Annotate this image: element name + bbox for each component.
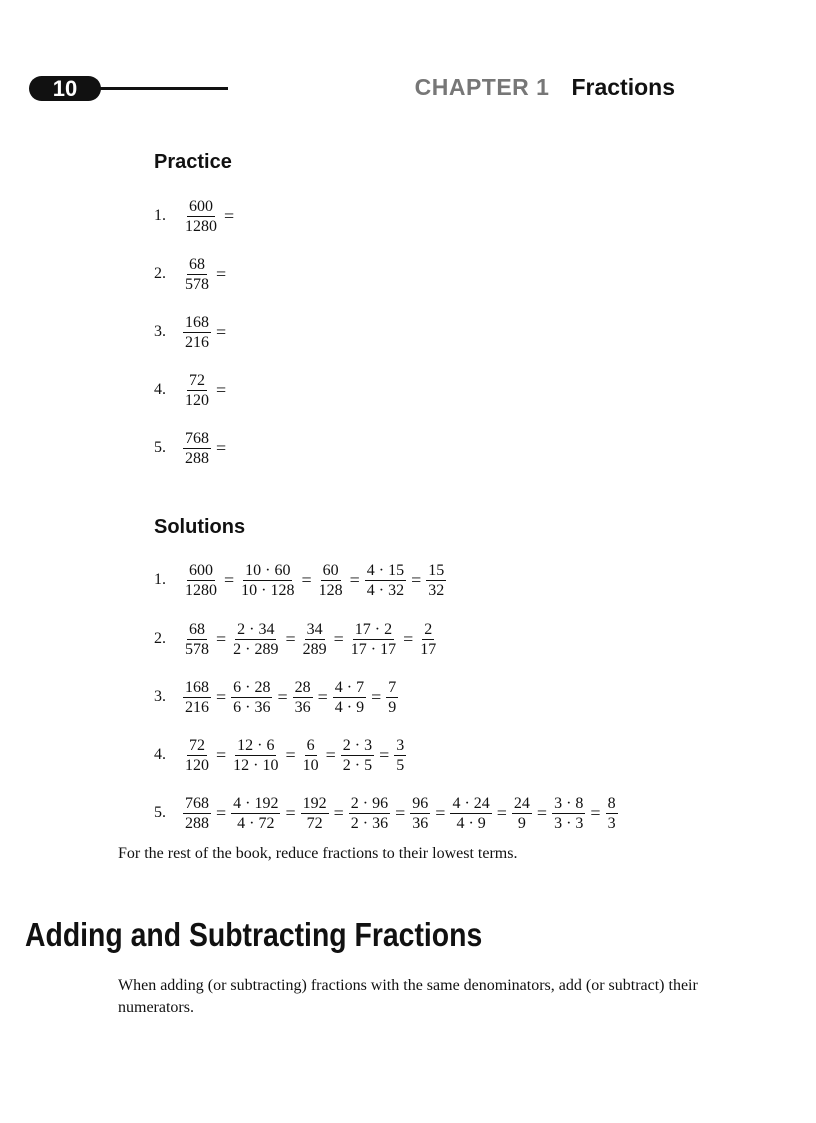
numerator: 768 — [185, 794, 209, 812]
denominator: 32 — [428, 581, 445, 599]
fraction — [317, 561, 345, 600]
equals-sign: = — [379, 744, 390, 765]
fraction — [183, 429, 211, 468]
denominator: 17 — [420, 640, 437, 658]
fraction — [231, 678, 272, 717]
practice-problem — [154, 425, 228, 471]
fraction — [606, 794, 618, 833]
denominator: 12 · 10 — [233, 756, 279, 774]
numerator: 6 · 28 — [233, 678, 271, 696]
practice-problem — [154, 193, 236, 239]
fraction — [418, 620, 438, 659]
numerator: 72 — [189, 371, 205, 389]
equals-sign: = — [403, 628, 414, 649]
solution-row — [154, 674, 401, 720]
numerator: 68 — [189, 255, 205, 273]
denominator: 10 — [302, 756, 319, 774]
fraction — [349, 794, 390, 833]
practice-problem — [154, 309, 228, 355]
numerator: 15 — [428, 561, 445, 579]
fraction — [293, 678, 313, 717]
fraction — [183, 561, 219, 600]
solution-number: 4. — [154, 746, 166, 763]
problem-number: 1. — [154, 207, 166, 224]
problem-number: 4. — [154, 381, 166, 398]
equals-sign: = — [536, 802, 548, 823]
solution-number: 1. — [154, 571, 166, 588]
page-number-badge: 10 — [29, 76, 101, 101]
chapter-label: CHAPTER 1 — [414, 74, 550, 100]
numerator: 600 — [189, 197, 213, 215]
denominator: 9 — [517, 814, 526, 832]
numerator: 10 · 60 — [245, 561, 291, 579]
solution-row — [154, 557, 449, 603]
numerator: 68 — [189, 620, 205, 638]
denominator: 120 — [185, 756, 209, 774]
numerator: 600 — [189, 561, 213, 579]
chapter-heading — [415, 72, 675, 102]
fraction — [512, 794, 532, 833]
equals-sign: = — [301, 569, 312, 590]
denominator: 120 — [185, 391, 209, 409]
denominator: 36 — [412, 814, 429, 832]
fraction — [341, 736, 374, 775]
solution-number: 2. — [154, 630, 166, 647]
fraction — [183, 371, 211, 410]
denominator: 9 — [388, 698, 397, 716]
denominator: 289 — [302, 640, 327, 658]
equals-sign: = — [277, 686, 288, 707]
fraction — [183, 197, 219, 236]
numerator: 12 · 6 — [237, 736, 275, 754]
equals-sign: = — [325, 744, 336, 765]
equals-sign: = — [349, 569, 360, 590]
fraction — [231, 736, 280, 775]
equals-sign: = — [216, 628, 227, 649]
solution-number: 5. — [154, 804, 166, 821]
numerator: 8 — [607, 794, 616, 812]
solution-number: 3. — [154, 688, 166, 705]
denominator: 578 — [185, 640, 209, 658]
numerator: 7 — [388, 678, 397, 696]
denominator: 4 · 72 — [237, 814, 275, 832]
numerator: 34 — [306, 620, 323, 638]
equals-sign: = — [435, 802, 446, 823]
numerator: 768 — [185, 429, 209, 447]
numerator: 3 — [396, 736, 405, 754]
fraction — [333, 678, 366, 717]
fraction — [386, 678, 398, 717]
fraction — [183, 255, 211, 294]
numerator: 4 · 192 — [233, 794, 279, 812]
numerator: 168 — [185, 678, 209, 696]
fraction — [301, 620, 329, 659]
denominator: 4 · 9 — [334, 698, 365, 716]
fraction — [231, 794, 280, 833]
denominator: 216 — [185, 698, 209, 716]
header-rule — [96, 87, 228, 90]
numerator: 60 — [322, 561, 339, 579]
section-paragraph: When adding (or subtracting) fractions with the same denominators, add (or subtract) their numerators. — [118, 977, 698, 1016]
practice-problem — [154, 251, 228, 297]
numerator: 72 — [189, 736, 205, 754]
fraction — [301, 736, 321, 775]
equals-sign: = — [333, 628, 344, 649]
numerator: 6 — [306, 736, 315, 754]
chapter-title: Fractions — [571, 74, 675, 100]
numerator: 192 — [302, 794, 327, 812]
denominator: 10 · 128 — [241, 581, 295, 599]
numerator: 28 — [294, 678, 311, 696]
numerator: 2 · 96 — [350, 794, 389, 812]
equals-sign: = — [216, 321, 227, 342]
equals-sign: = — [224, 569, 235, 590]
denominator: 3 · 3 — [554, 814, 584, 832]
solution-row — [154, 732, 409, 778]
equals-sign: = — [411, 569, 422, 590]
denominator: 72 — [306, 814, 323, 832]
numerator: 96 — [412, 794, 429, 812]
equals-sign: = — [216, 802, 227, 823]
denominator: 36 — [294, 698, 311, 716]
fraction — [450, 794, 491, 833]
equals-sign: = — [216, 686, 227, 707]
numerator: 24 — [513, 794, 530, 812]
equals-sign: = — [590, 802, 601, 823]
problem-number: 3. — [154, 323, 166, 340]
denominator: 288 — [185, 449, 209, 467]
equals-sign: = — [333, 802, 344, 823]
denominator: 3 — [607, 814, 616, 832]
fraction — [394, 736, 406, 775]
denominator: 216 — [185, 333, 209, 351]
denominator: 5 — [396, 756, 405, 774]
fraction — [349, 620, 398, 659]
numerator: 4 · 7 — [334, 678, 365, 696]
equals-sign: = — [216, 379, 227, 400]
practice-heading: Practice — [154, 151, 232, 173]
numerator: 2 — [424, 620, 433, 638]
denominator: 578 — [185, 275, 209, 293]
denominator: 2 · 289 — [233, 640, 279, 658]
denominator: 6 · 36 — [233, 698, 271, 716]
fraction — [183, 313, 211, 352]
equals-sign: = — [371, 686, 382, 707]
denominator: 4 · 32 — [366, 581, 405, 599]
equals-sign: = — [216, 437, 227, 458]
numerator: 2 · 3 — [342, 736, 373, 754]
problem-number: 2. — [154, 265, 166, 282]
fraction — [183, 620, 211, 659]
denominator: 1280 — [185, 581, 217, 599]
numerator: 3 · 8 — [554, 794, 584, 812]
equals-sign: = — [224, 205, 235, 226]
denominator: 4 · 9 — [456, 814, 486, 832]
denominator: 2 · 5 — [342, 756, 373, 774]
numerator: 17 · 2 — [354, 620, 393, 638]
fraction — [426, 561, 446, 600]
equals-sign: = — [285, 744, 296, 765]
fraction — [365, 561, 406, 600]
denominator: 1280 — [185, 217, 217, 235]
fraction — [301, 794, 329, 833]
numerator: 2 · 34 — [237, 620, 275, 638]
equals-sign: = — [216, 263, 227, 284]
denominator: 17 · 17 — [350, 640, 397, 658]
fraction — [410, 794, 430, 833]
fraction — [231, 620, 280, 659]
equals-sign: = — [285, 802, 296, 823]
problem-number: 5. — [154, 439, 166, 456]
solutions-heading: Solutions — [154, 516, 246, 538]
numerator: 4 · 24 — [452, 794, 490, 812]
solution-row — [154, 616, 441, 662]
denominator: 128 — [318, 581, 343, 599]
solution-row — [154, 790, 621, 836]
fraction — [183, 736, 211, 775]
equals-sign: = — [496, 802, 507, 823]
denominator: 288 — [185, 814, 209, 832]
fraction — [183, 794, 211, 833]
fraction — [183, 678, 211, 717]
equals-sign: = — [216, 744, 227, 765]
section-title: Adding and Subtracting Fractions — [25, 916, 483, 953]
lowest-terms-note: For the rest of the book, reduce fractions to their lowest terms. — [118, 845, 518, 862]
fraction — [552, 794, 585, 833]
denominator: 2 · 36 — [350, 814, 389, 832]
practice-problem — [154, 367, 228, 413]
numerator: 4 · 15 — [366, 561, 405, 579]
equals-sign: = — [395, 802, 406, 823]
equals-sign: = — [317, 686, 328, 707]
numerator: 168 — [185, 313, 209, 331]
equals-sign: = — [285, 628, 296, 649]
fraction — [239, 561, 296, 600]
